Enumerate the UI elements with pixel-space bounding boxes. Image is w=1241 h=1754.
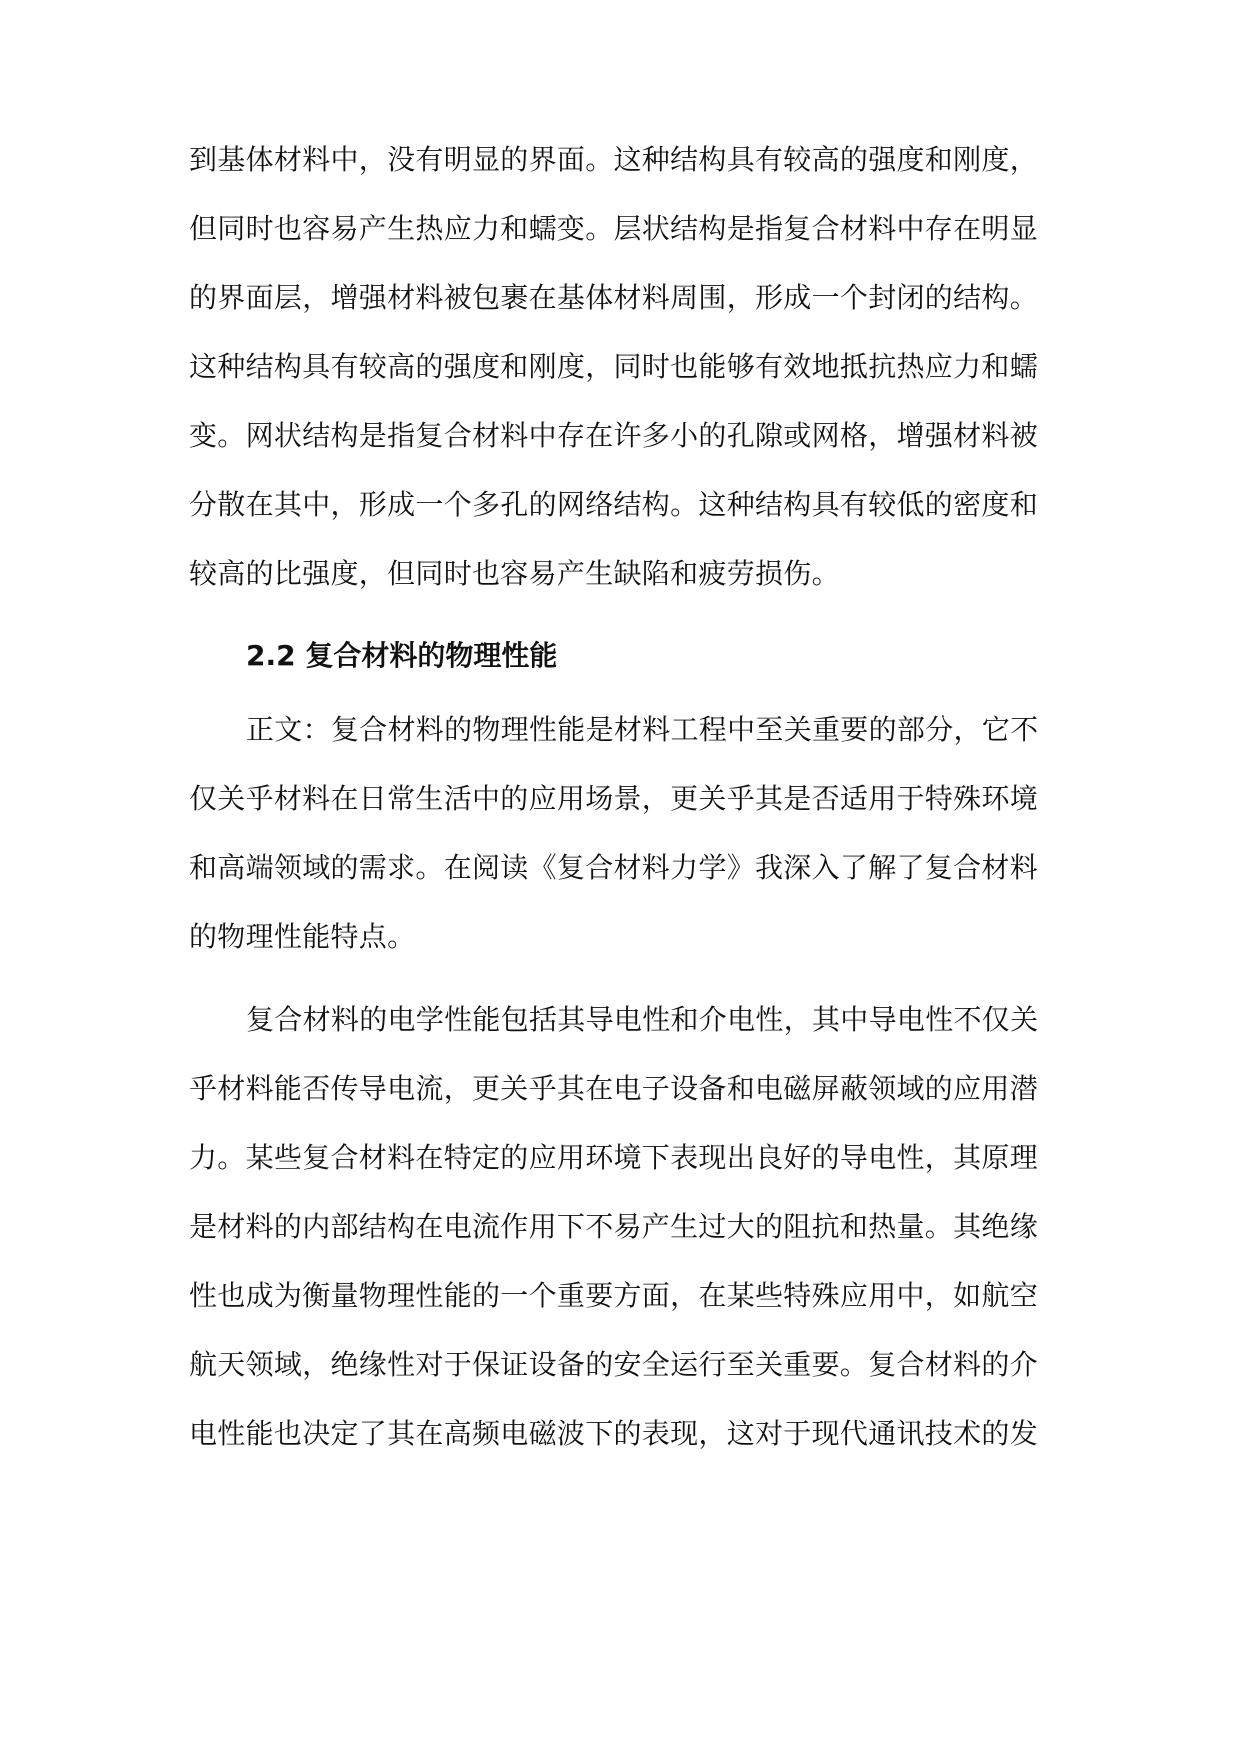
text-line: 的物理性能特点。 (189, 920, 416, 953)
text-line: 到基体材料中，没有明显的界面。这种结构具有较高的强度和刚度， (189, 143, 1039, 176)
text-line: 正文：复合材料的物理性能是材料工程中至关重要的部分，它不 (246, 713, 1039, 746)
text-line: 但同时也容易产生热应力和蠕变。层状结构是指复合材料中存在明显 (189, 212, 1039, 245)
text-line: 分散在其中，形成一个多孔的网络结构。这种结构具有较低的密度和 (189, 488, 1039, 521)
text-line: 这种结构具有较高的强度和刚度，同时也能够有效地抵抗热应力和蠕 (189, 350, 1039, 383)
text-line: 仅关乎材料在日常生活中的应用场景，更关乎其是否适用于特殊环境 (189, 782, 1039, 815)
text-line: 复合材料的电学性能包括其导电性和介电性，其中导电性不仅关 (246, 1003, 1039, 1036)
text-line: 的界面层，增强材料被包裹在基体材料周围，形成一个封闭的结构。 (189, 281, 1039, 314)
section-heading: 2.2 复合材料的物理性能 (246, 639, 558, 672)
text-line: 乎材料能否传导电流，更关乎其在电子设备和电磁屏蔽领域的应用潜 (189, 1072, 1039, 1105)
text-line: 是材料的内部结构在电流作用下不易产生过大的阻抗和热量。其绝缘 (189, 1210, 1039, 1243)
text-line: 力。某些复合材料在特定的应用环境下表现出良好的导电性，其原理 (189, 1141, 1039, 1174)
text-line: 性也成为衡量物理性能的一个重要方面，在某些特殊应用中，如航空 (189, 1279, 1039, 1312)
text-line: 较高的比强度，但同时也容易产生缺陷和疲劳损伤。 (189, 557, 840, 590)
text-line: 变。网状结构是指复合材料中存在许多小的孔隙或网格，增强材料被 (189, 419, 1039, 452)
text-line: 航天领域，绝缘性对于保证设备的安全运行至关重要。复合材料的介 (189, 1348, 1039, 1381)
text-line: 电性能也决定了其在高频电磁波下的表现，这对于现代通讯技术的发 (189, 1417, 1039, 1450)
text-line: 和高端领域的需求。在阅读《复合材料力学》我深入了解了复合材料 (189, 851, 1039, 884)
